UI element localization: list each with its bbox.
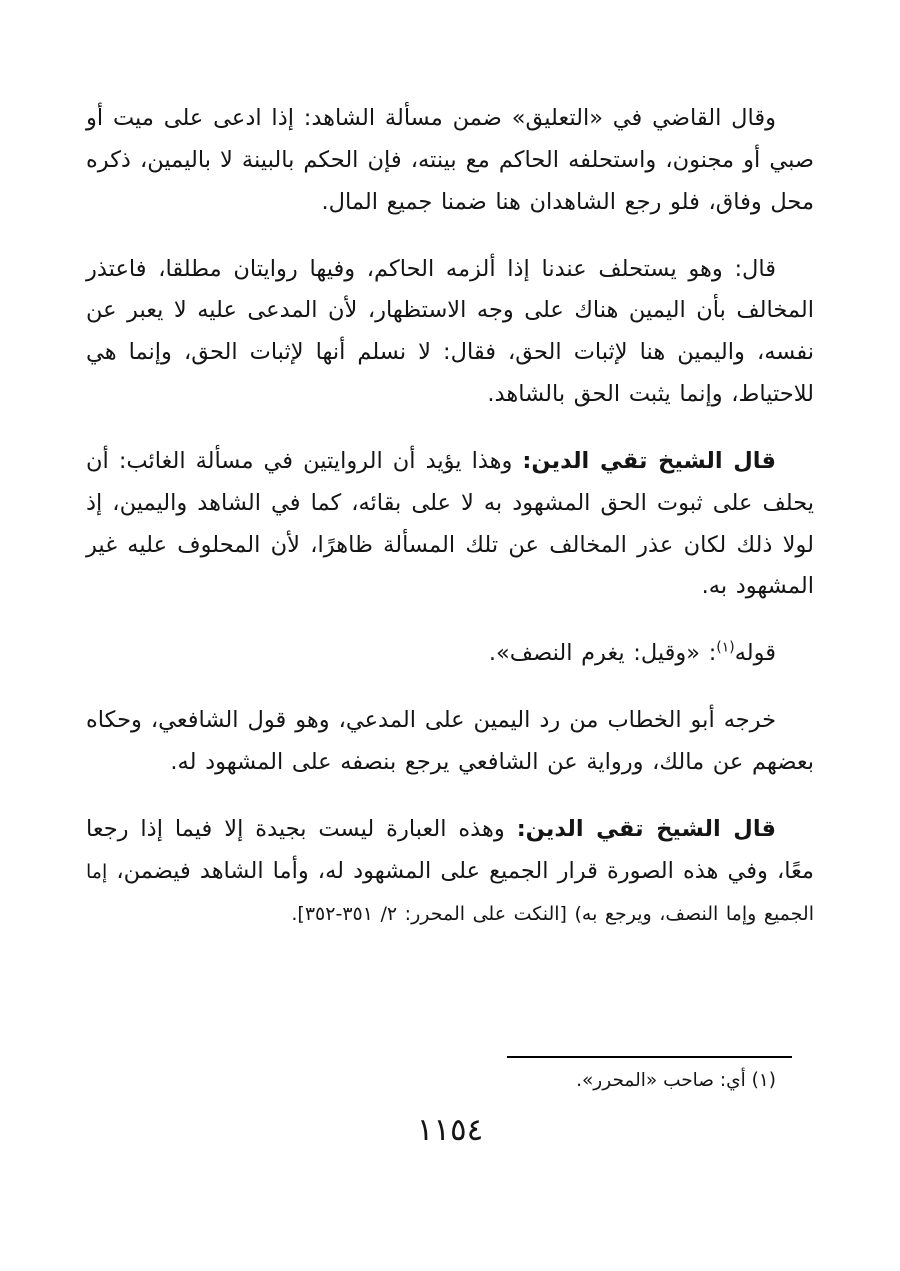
paragraph [86,441,814,608]
text-segment: قال: وهو يستحلف عندنا إذا ألزمه الحاكم، وفيها روايتان مطلقا، فاعتذر المخالف بأن اليمين هناك على وجه الاستظهار، لأن المدعى عليه لا يعبر عن نفسه، واليمين هنا لإثبات الحق، فقال: لا نسلم أنها لإثبات الحق، وإنما هي للاحتياط، وإنما يثبت الحق بالشاهد. [86,255,814,408]
text-segment: قوله [734,640,776,667]
text-segment: : «وقيل: يغرم النصف». [488,640,717,667]
paragraph [86,98,814,224]
text-segment: وهذا يؤيد أن الروايتين في مسألة الغائب: أن يحلف على ثبوت الحق المشهود به لا على بقائه، كما في الشاهد واليمين، إذ لولا ذلك لكان عذر المخالف عن تلك المسألة ظاهرًا، لأن المحلوف عليه غير المشهود به. [86,447,814,600]
paragraph [86,700,814,784]
text-body [86,98,814,934]
text-segment: وقال القاضي في «التعليق» ضمن مسألة الشاهد: إذا ادعى على ميت أو صبي أو مجنون، واستحلفه الحاكم مع بينته، فإن الحكم بالبينة لا باليمين، ذكره محل وفاق، فلو رجع الشاهدان هنا ضمنا جميع المال. [86,105,814,215]
page-number: ١١٥٤ [416,1112,484,1148]
footnote-ref-marker: (١) [716,639,735,656]
text-segment: قال الشيخ تقي الدين: [516,815,777,842]
text-segment: إما الجميع وإما النصف، ويرجع به) [النكت على المحرر: ٢/ ٣٥١-٣٥٢]. [86,860,814,925]
paragraph [86,809,814,935]
footnote-separator [507,1056,792,1058]
text-segment: وهذه العبارة ليست بجيدة إلا فيما إذا رجعا معًا، وفي هذه الصورة قرار الجميع على المشهود له، وأما الشاهد فيضمن، [86,815,814,884]
text-segment: قال الشيخ تقي الدين: [522,447,776,474]
footnote-area [86,1056,792,1095]
paragraph [86,249,814,416]
footnote-text: (١) أي: صاحب «المحرر». [576,1070,776,1091]
paragraph [86,633,814,675]
text-segment: خرجه أبو الخطاب من رد اليمين على المدعي، وهو قول الشافعي، وحكاه بعضهم عن مالك، ورواية عن الشافعي يرجع بنصفه على المشهود له. [86,707,814,775]
